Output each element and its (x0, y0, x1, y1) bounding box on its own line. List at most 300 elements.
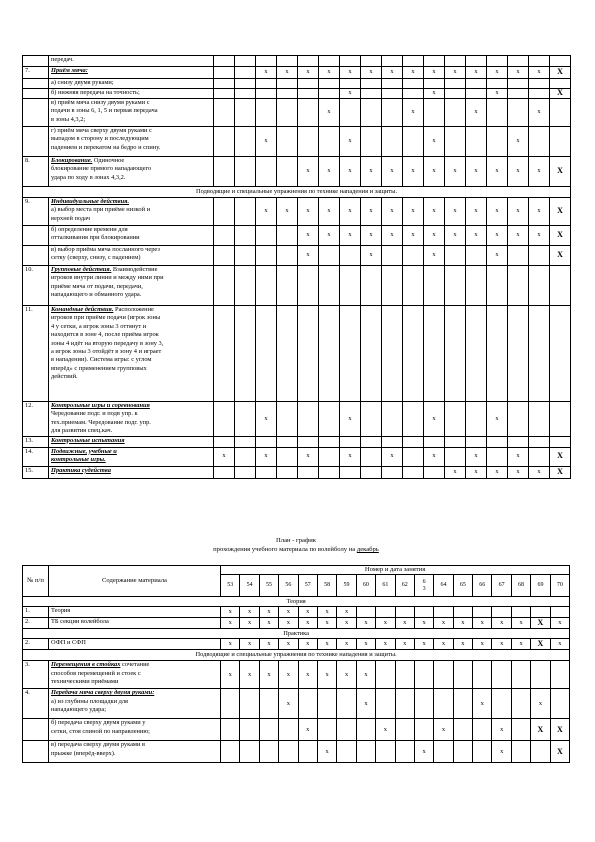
content-line (51, 427, 211, 435)
session-empty (235, 266, 256, 306)
session-empty (414, 661, 433, 689)
session-empty (235, 246, 256, 266)
session-empty (319, 466, 340, 478)
session-mark: x (382, 198, 403, 226)
section-row (23, 629, 570, 639)
session-empty (256, 157, 277, 187)
session-mark: x (487, 402, 508, 437)
session-mark: x (424, 447, 445, 466)
session-empty (256, 306, 277, 402)
content-text: нападающего удара; (51, 706, 106, 714)
session-mark: x (414, 639, 433, 650)
session-mark: x (487, 246, 508, 266)
session-empty (277, 436, 298, 447)
session-empty (487, 266, 508, 306)
content-title: Индивидуальные действия. (51, 198, 130, 205)
session-mark: x (424, 402, 445, 437)
session-empty (424, 436, 445, 447)
content-line (51, 254, 211, 262)
session-empty (340, 79, 361, 89)
session-mark: x (298, 639, 317, 650)
content-line (51, 314, 211, 322)
content-cell (49, 99, 214, 127)
table-row (23, 719, 570, 741)
session-mark: x (473, 639, 492, 650)
session-mark: x (361, 226, 382, 246)
session-empty (434, 689, 453, 719)
content-cell (49, 741, 221, 763)
session-empty (403, 89, 424, 99)
header-row (23, 566, 570, 575)
session-mark: x (361, 246, 382, 266)
session-empty (214, 56, 235, 67)
content-line (51, 107, 211, 115)
session-mark: x (466, 99, 487, 127)
content-text: а) из глубины площадки для (51, 697, 128, 705)
session-mark: x (221, 661, 240, 689)
content-line (51, 678, 218, 686)
caption-subtitle (22, 545, 570, 554)
session-empty (550, 402, 571, 437)
session-empty (529, 79, 550, 89)
content-title: Контрольные игры и соревнования (51, 402, 150, 409)
session-empty (235, 436, 256, 447)
session-empty (277, 246, 298, 266)
content-title: Приём мяча: (51, 67, 88, 74)
session-empty (453, 719, 472, 741)
session-mark: x (403, 67, 424, 79)
session-empty (235, 226, 256, 246)
session-mark: x (337, 661, 356, 689)
session-empty (424, 466, 445, 478)
session-empty (508, 79, 529, 89)
session-empty (492, 607, 511, 618)
session-mark: x (279, 607, 298, 618)
session-empty (550, 266, 571, 306)
header-content: Содержание материала (49, 566, 221, 597)
session-empty (235, 67, 256, 79)
content-line (51, 79, 211, 87)
session-number: 58 (317, 575, 336, 597)
session-empty (434, 607, 453, 618)
session-empty (445, 99, 466, 127)
session-mark: x (434, 618, 453, 629)
session-empty (259, 741, 278, 763)
session-empty (240, 689, 259, 719)
session-empty (256, 466, 277, 478)
session-mark: x (256, 67, 277, 79)
session-mark: x (319, 99, 340, 127)
session-empty (214, 79, 235, 89)
session-empty (550, 56, 571, 67)
session-empty (361, 466, 382, 478)
session-empty (277, 157, 298, 187)
session-mark: x (466, 226, 487, 246)
session-mark: x (361, 198, 382, 226)
session-mark: x (376, 618, 395, 629)
session-mark: x (337, 639, 356, 650)
session-mark: x (508, 127, 529, 157)
content-cell (49, 639, 221, 650)
session-empty (382, 436, 403, 447)
content-text: сетку (сверху, снизу, с падением) (51, 254, 141, 262)
content-text: Одиночное (92, 157, 125, 164)
session-mark: x (414, 741, 433, 763)
content-line (51, 89, 211, 97)
session-mark: x (298, 198, 319, 226)
row-number: 2. (23, 639, 49, 650)
content-cell (49, 306, 214, 402)
content-line (51, 274, 211, 282)
session-mark: x (466, 447, 487, 466)
content-cell (49, 226, 214, 246)
session-empty (508, 266, 529, 306)
session-empty (550, 689, 569, 719)
content-line (51, 618, 218, 626)
session-empty (487, 306, 508, 402)
session-empty (214, 402, 235, 437)
session-empty (424, 99, 445, 127)
session-empty (445, 436, 466, 447)
row-number (23, 79, 49, 89)
content-title: Командные действия. (51, 306, 114, 313)
session-number: 6 3 (414, 575, 433, 597)
content-text: вперёд» с применением групповых (51, 364, 147, 372)
content-text: а) снизу двумя руками; (51, 79, 114, 86)
session-empty (277, 266, 298, 306)
session-empty (376, 741, 395, 763)
session-empty (508, 56, 529, 67)
session-mark: x (340, 402, 361, 437)
session-mark: x (319, 67, 340, 79)
content-line (51, 206, 211, 214)
content-cell (49, 436, 214, 447)
session-empty (395, 741, 414, 763)
session-mark: x (492, 618, 511, 629)
session-empty (445, 246, 466, 266)
session-empty (214, 198, 235, 226)
session-empty (414, 607, 433, 618)
session-empty (550, 127, 571, 157)
content-text: 4 у сетки, а игрок зоны 3 оттянут и (51, 322, 147, 330)
session-empty (361, 89, 382, 99)
session-empty (382, 246, 403, 266)
content-line (51, 719, 218, 727)
session-empty (529, 306, 550, 402)
content-line (51, 215, 211, 223)
session-mark: x (473, 689, 492, 719)
session-empty (403, 436, 424, 447)
session-mark: x (466, 466, 487, 478)
session-mark: x (492, 741, 511, 763)
session-empty (235, 157, 256, 187)
session-empty (298, 741, 317, 763)
session-mark: x (256, 447, 277, 466)
content-line (51, 419, 211, 427)
session-empty (340, 99, 361, 127)
session-empty (298, 436, 319, 447)
session-empty (453, 741, 472, 763)
session-empty (298, 79, 319, 89)
session-empty (434, 741, 453, 763)
table-row (23, 306, 571, 402)
session-mark: x (256, 127, 277, 157)
session-empty (445, 127, 466, 157)
session-number: 68 (511, 575, 530, 597)
session-mark: x (317, 741, 336, 763)
session-empty (424, 56, 445, 67)
content-text: приёме мяча от подачи, передачи, (51, 282, 143, 290)
content-cell (49, 157, 214, 187)
content-line (51, 226, 211, 234)
session-empty (466, 127, 487, 157)
session-mark: x (214, 447, 235, 466)
session-empty (356, 741, 375, 763)
session-mark: x (395, 639, 414, 650)
session-mark: x (361, 157, 382, 187)
session-empty (508, 436, 529, 447)
row-number (23, 127, 49, 157)
session-empty (319, 436, 340, 447)
session-mark: X (531, 618, 550, 629)
content-line (51, 741, 218, 749)
content-line (51, 448, 211, 456)
session-mark: x (298, 246, 319, 266)
content-text: падением и перекатом на бедро и спину. (51, 143, 161, 151)
session-empty (466, 306, 487, 402)
session-mark: x (473, 618, 492, 629)
session-mark: x (508, 198, 529, 226)
table-row (23, 618, 570, 629)
caption-title: План - график (276, 537, 316, 544)
session-empty (235, 89, 256, 99)
row-number (23, 226, 49, 246)
session-empty (235, 79, 256, 89)
content-line (51, 144, 211, 152)
session-mark: x (445, 157, 466, 187)
session-empty (277, 402, 298, 437)
session-empty (466, 266, 487, 306)
session-empty (317, 689, 336, 719)
content-text: тех.приемам. Чередование подг. упр. (51, 418, 151, 426)
session-empty (214, 99, 235, 127)
row-number: 3. (23, 661, 49, 689)
session-empty (277, 99, 298, 127)
session-empty (298, 466, 319, 478)
session-empty (340, 306, 361, 402)
session-mark: x (487, 226, 508, 246)
session-empty (361, 436, 382, 447)
session-empty (214, 157, 235, 187)
session-empty (487, 56, 508, 67)
row-number (23, 246, 49, 266)
session-empty (235, 99, 256, 127)
session-empty (214, 246, 235, 266)
content-text: в) выбор приёма мяча посланного через (51, 246, 160, 253)
content-text: техническими приёмами (51, 678, 119, 686)
table-row (23, 198, 571, 226)
content-line (51, 728, 218, 736)
content-line (51, 198, 211, 206)
session-empty (298, 89, 319, 99)
row-number (23, 719, 49, 741)
session-mark: x (550, 639, 569, 650)
session-empty (529, 402, 550, 437)
session-empty (337, 719, 356, 741)
session-empty (214, 306, 235, 402)
session-mark: x (492, 639, 511, 650)
session-empty (529, 246, 550, 266)
header-number: № п/п (23, 566, 49, 597)
content-title: Групповые действия. (51, 266, 112, 273)
content-cell (49, 198, 214, 226)
content-cell (49, 447, 214, 466)
session-mark: x (445, 198, 466, 226)
session-mark: x (434, 719, 453, 741)
session-empty (221, 741, 240, 763)
session-mark: x (240, 618, 259, 629)
session-empty (511, 661, 530, 689)
table-row (23, 436, 571, 447)
content-text: ОФП и СФП (51, 639, 86, 647)
session-empty (382, 127, 403, 157)
session-empty (529, 447, 550, 466)
session-mark: X (531, 639, 550, 650)
session-empty (214, 89, 235, 99)
session-mark: x (376, 719, 395, 741)
content-line (51, 348, 211, 356)
session-empty (361, 306, 382, 402)
session-empty (434, 661, 453, 689)
content-line (51, 607, 218, 615)
content-title: Практика судейства (51, 466, 111, 474)
session-mark: x (529, 226, 550, 246)
session-empty (529, 127, 550, 157)
session-number: 70 (550, 575, 569, 597)
session-mark: X (550, 447, 571, 466)
content-text: Расположение (113, 306, 154, 313)
session-mark: x (340, 67, 361, 79)
session-mark: x (508, 67, 529, 79)
row-number: 8. (23, 157, 49, 187)
session-empty (277, 89, 298, 99)
session-empty (445, 447, 466, 466)
session-empty (453, 661, 472, 689)
session-mark: x (279, 639, 298, 650)
session-number: 56 (279, 575, 298, 597)
session-mark: x (340, 226, 361, 246)
row-number: 13. (23, 436, 49, 447)
session-empty (256, 246, 277, 266)
session-empty (259, 689, 278, 719)
session-number: 54 (240, 575, 259, 597)
session-empty (445, 56, 466, 67)
session-mark: X (550, 741, 569, 763)
session-mark: x (424, 157, 445, 187)
session-empty (529, 89, 550, 99)
content-line (51, 157, 211, 165)
session-empty (214, 226, 235, 246)
content-text: б) передача сверху двумя руками у (51, 719, 146, 727)
session-empty (473, 719, 492, 741)
session-empty (277, 127, 298, 157)
session-empty (487, 99, 508, 127)
session-empty (214, 67, 235, 79)
session-mark: x (424, 246, 445, 266)
session-empty (361, 402, 382, 437)
session-empty (235, 402, 256, 437)
session-mark: x (453, 639, 472, 650)
session-empty (298, 99, 319, 127)
session-number: 53 (221, 575, 240, 597)
session-empty (424, 306, 445, 402)
session-mark: X (550, 226, 571, 246)
content-title: Подвижные, учебные и (51, 447, 117, 455)
session-mark: x (466, 198, 487, 226)
session-mark: X (550, 198, 571, 226)
session-empty (550, 99, 571, 127)
session-number: 59 (337, 575, 356, 597)
session-empty (382, 402, 403, 437)
session-empty (403, 56, 424, 67)
session-empty (235, 56, 256, 67)
content-text: а) выбор места при приёме низкой и (51, 206, 151, 214)
table-row (23, 741, 570, 763)
session-mark: x (298, 607, 317, 618)
session-mark: x (298, 226, 319, 246)
table-row (23, 639, 570, 650)
session-empty (424, 266, 445, 306)
session-mark: x (279, 689, 298, 719)
table-row (23, 56, 571, 67)
session-empty (319, 79, 340, 89)
session-mark: x (395, 618, 414, 629)
session-mark: x (240, 607, 259, 618)
session-mark: x (445, 226, 466, 246)
content-line (51, 365, 211, 373)
session-empty (403, 466, 424, 478)
session-mark: x (487, 198, 508, 226)
session-empty (298, 127, 319, 157)
content-line (51, 116, 211, 124)
session-empty (221, 689, 240, 719)
row-number (23, 89, 49, 99)
content-line (51, 165, 211, 173)
content-cell (49, 56, 214, 67)
session-mark: x (466, 157, 487, 187)
session-empty (376, 661, 395, 689)
header-dates-title: Номер и дата занятия (221, 566, 570, 575)
session-mark: x (382, 67, 403, 79)
session-mark: x (298, 67, 319, 79)
session-empty (445, 89, 466, 99)
session-empty (256, 266, 277, 306)
session-empty (277, 447, 298, 466)
session-empty (550, 306, 571, 402)
content-text: находится в зоне 4, после приёма игрок (51, 331, 159, 339)
content-cell (49, 466, 214, 478)
content-text: действий. (51, 373, 78, 381)
content-line (51, 291, 211, 299)
session-empty (403, 306, 424, 402)
content-text: Теория (51, 607, 71, 615)
content-text: зоны 4 идёт на вторую передачу в зону 3, (51, 339, 164, 347)
content-cell (49, 67, 214, 79)
session-empty (414, 689, 433, 719)
session-empty (403, 246, 424, 266)
content-text: сочетание (120, 661, 150, 669)
session-mark: x (529, 198, 550, 226)
